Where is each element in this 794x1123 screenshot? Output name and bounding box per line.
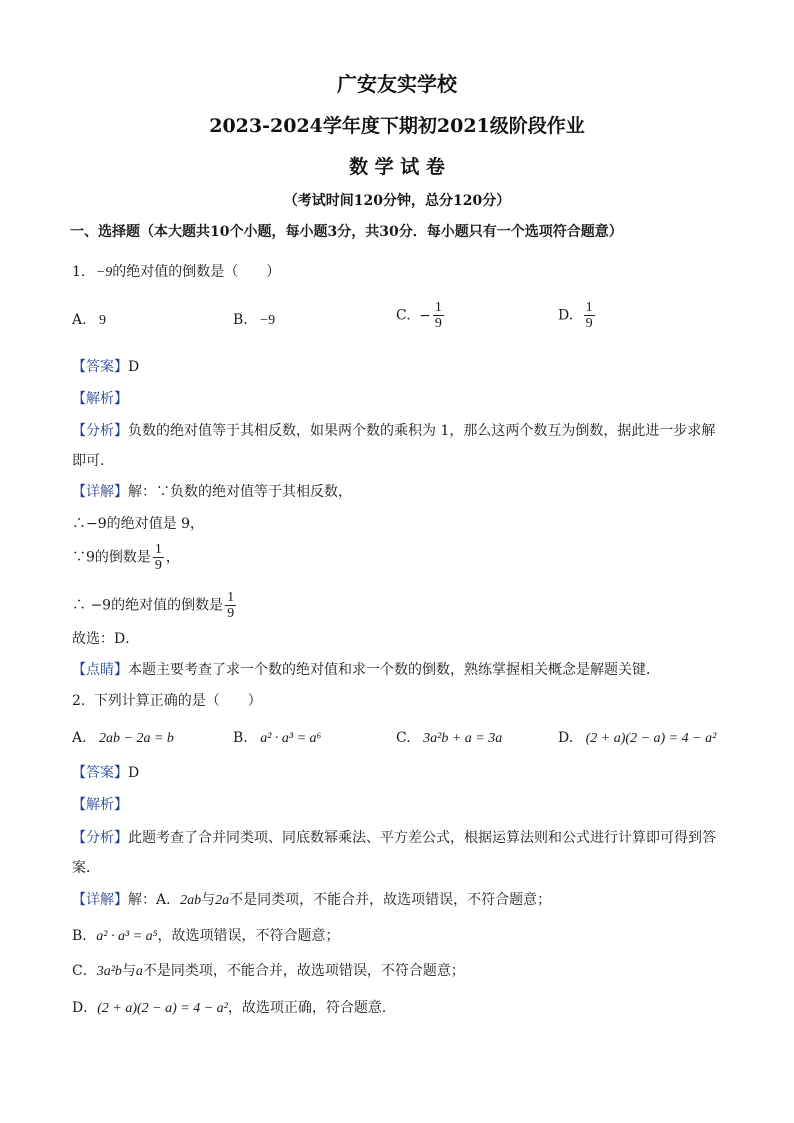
question-2 (72, 691, 262, 711)
detail-text: 与 (121, 963, 136, 979)
option-label: D. (558, 730, 574, 746)
q2-detail-c (72, 961, 465, 982)
detail-tag: 【详解】 (72, 484, 128, 500)
detail-text: ∴ −9的绝对值的倒数是 (72, 597, 224, 614)
subject-title: 数 学 试 卷 (349, 156, 445, 178)
school-title: 广安友实学校 (337, 72, 457, 96)
q2-fenxi-cont: 案． (72, 860, 100, 876)
math-expr: 3a²b (96, 964, 122, 979)
q1-detail (72, 482, 352, 502)
q1-detail-2: ∴−9的绝对值是 9， (72, 516, 204, 532)
question-number: 1. (72, 264, 86, 280)
q1-option-d[interactable] (558, 300, 597, 331)
detail-text: ，故选项正确，符合题意． (227, 1000, 396, 1016)
option-formula: a² · a³ = a⁶ (260, 731, 322, 746)
math-expr: a (135, 964, 143, 979)
detail-text: 与 (201, 892, 216, 908)
answer-value: D (128, 359, 140, 375)
fraction-one-ninth: $\frac{1}{9}$ (154, 542, 162, 573)
option-sign: − (419, 307, 431, 324)
q1-detail-5: 故选：D． (72, 631, 140, 647)
detail-text: C． (72, 963, 97, 979)
q2-fenxi (72, 828, 716, 848)
question-expr: −9 (95, 265, 113, 280)
question-1 (72, 262, 280, 283)
section-heading: 一、选择题（本大题共10个小题，每小题3分，共30分．每小题只有一个选项符合题意） (70, 224, 623, 240)
exam-note: （考试时间120分钟，总分120分） (283, 193, 511, 209)
q2-answer (72, 763, 139, 783)
q2-option-d[interactable] (558, 728, 716, 749)
option-formula: 2ab − 2a = b (99, 731, 174, 746)
detail-text: ∵9的倒数是 (72, 549, 151, 566)
fenxi-text: 负数的绝对值等于其相反数，如果两个数的乘积为 1，那么这两个数互为倒数，据此进一步求解 (128, 423, 716, 439)
option-label: C. (396, 307, 411, 324)
q2-detail-d (72, 998, 396, 1019)
q2-option-c[interactable] (396, 728, 502, 749)
detail-tag: 【详解】 (72, 892, 128, 908)
option-label: B. (233, 312, 248, 328)
q1-option-a[interactable] (72, 310, 106, 331)
q2-option-b[interactable] (233, 728, 321, 749)
q1-option-b[interactable] (233, 310, 275, 331)
option-value: 9 (99, 313, 107, 328)
detail-text: 不是同类项，不能合并，故选项错误，不符合题意； (142, 963, 465, 979)
q1-option-c[interactable] (396, 300, 446, 331)
fraction-one-ninth: $\frac{1}{9}$ (585, 300, 593, 331)
math-expr: (2 + a)(2 − a) = 4 − a² (97, 1001, 228, 1016)
q1-dianjing (72, 660, 660, 680)
q2-detail (72, 890, 551, 911)
math-expr: 2ab (180, 893, 202, 908)
option-label: A. (72, 312, 87, 328)
fraction-one-ninth: $\frac{1}{9}$ (227, 590, 235, 621)
fenxi-tag: 【分析】 (72, 830, 128, 846)
q1-analysis-tag: 【解析】 (72, 391, 128, 407)
option-label: A. (72, 730, 87, 746)
q1-fenxi (72, 421, 715, 441)
detail-text: B． (72, 928, 97, 944)
math-expr: a² · a³ = a⁵ (96, 929, 158, 944)
math-expr: 2a (215, 893, 230, 908)
punctuation: ， (165, 549, 180, 566)
question-stem: 下列计算正确的是（ ） (93, 693, 262, 709)
fenxi-text: 此题考查了合并同类项、同底数幂乘法、平方差公式，根据运算法则和公式进行计算即可得到答 (128, 830, 716, 846)
option-label: B. (233, 730, 248, 746)
detail-text: D． (72, 1000, 98, 1016)
answer-tag: 【答案】 (72, 765, 128, 781)
option-label: D. (558, 307, 574, 324)
fraction-one-ninth: $\frac{1}{9}$ (434, 300, 442, 331)
option-label: C. (396, 730, 411, 746)
exam-title: 2023-2024学年度下期初2021级阶段作业 (209, 115, 585, 137)
q2-analysis-tag: 【解析】 (72, 797, 128, 813)
fenxi-tag: 【分析】 (72, 423, 128, 439)
dianjing-text: 本题主要考查了求一个数的绝对值和求一个数的倒数，熟练掌握相关概念是解题关键． (128, 662, 660, 678)
question-number: 2. (72, 693, 86, 709)
question-stem: 的绝对值的倒数是（ ） (112, 264, 281, 280)
q1-fenxi-cont: 即可． (72, 453, 114, 469)
q1-detail-3 (72, 542, 180, 573)
dianjing-tag: 【点睛】 (72, 662, 128, 678)
q1-detail-4 (72, 590, 238, 621)
answer-tag: 【答案】 (72, 359, 128, 375)
detail-text: 不是同类项，不能合并，故选项错误，不符合题意； (229, 892, 552, 908)
q2-detail-b (72, 926, 340, 947)
option-formula: 3a²b + a = 3a (423, 731, 503, 746)
detail-text: ，故选项错误，不符合题意； (157, 928, 340, 944)
option-formula: (2 + a)(2 − a) = 4 − a² (585, 731, 717, 746)
detail-text: 解：A． (128, 892, 181, 908)
option-value: −9 (260, 313, 276, 328)
q2-option-a[interactable] (72, 728, 174, 749)
q1-answer (72, 357, 139, 377)
answer-value: D (128, 765, 140, 781)
detail-text: 解：∵负数的绝对值等于其相反数， (128, 484, 352, 500)
